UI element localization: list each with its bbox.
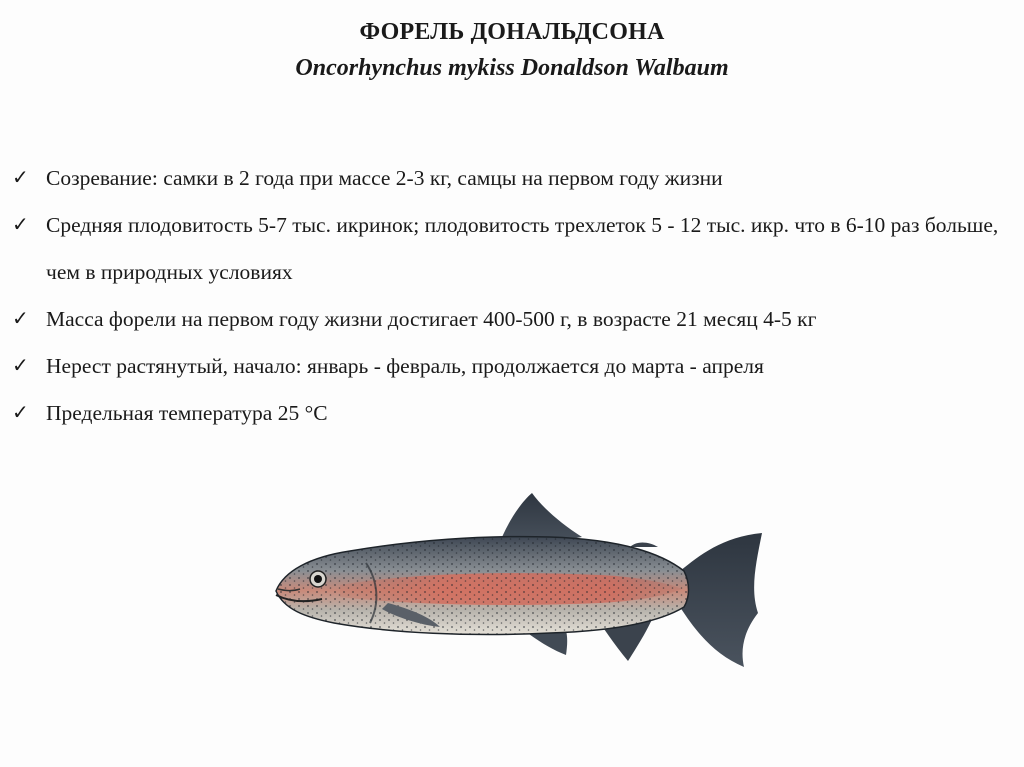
trout-fish-illustration xyxy=(270,485,770,675)
checkmark-icon: ✓ xyxy=(12,402,29,424)
checkmark-icon: ✓ xyxy=(12,214,29,236)
bullet-text: Средняя плодовитость 5-7 тыс. икринок; плодовитость трехлеток 5 - 12 тыс. икр. что в 6-10 раз больше, чем в природных условиях xyxy=(46,213,999,284)
bullet-item xyxy=(12,202,1012,296)
slide-title: ФОРЕЛЬ ДОНАЛЬДСОНА xyxy=(359,19,665,45)
bullet-item xyxy=(12,343,1012,390)
bullet-text: Нерест растянутый, начало: январь - февраль, продолжается до марта - апреля xyxy=(46,354,764,378)
slide-subtitle-latin-name: Oncorhynchus mykiss Donaldson Walbaum xyxy=(295,55,729,81)
checkmark-icon: ✓ xyxy=(12,167,29,189)
bullet-item xyxy=(12,390,1012,437)
bullet-list xyxy=(12,155,1012,437)
bullet-item xyxy=(12,296,1012,343)
bullet-item xyxy=(12,155,1012,202)
checkmark-icon: ✓ xyxy=(12,308,29,330)
checkmark-icon: ✓ xyxy=(12,355,29,377)
bullet-text: Предельная температура 25 °С xyxy=(46,401,328,425)
bullet-text: Масса форели на первом году жизни достигает 400-500 г, в возрасте 21 месяц 4-5 кг xyxy=(46,307,817,331)
bullet-text: Созревание: самки в 2 года при массе 2-3 кг, самцы на первом году жизни xyxy=(46,166,723,190)
